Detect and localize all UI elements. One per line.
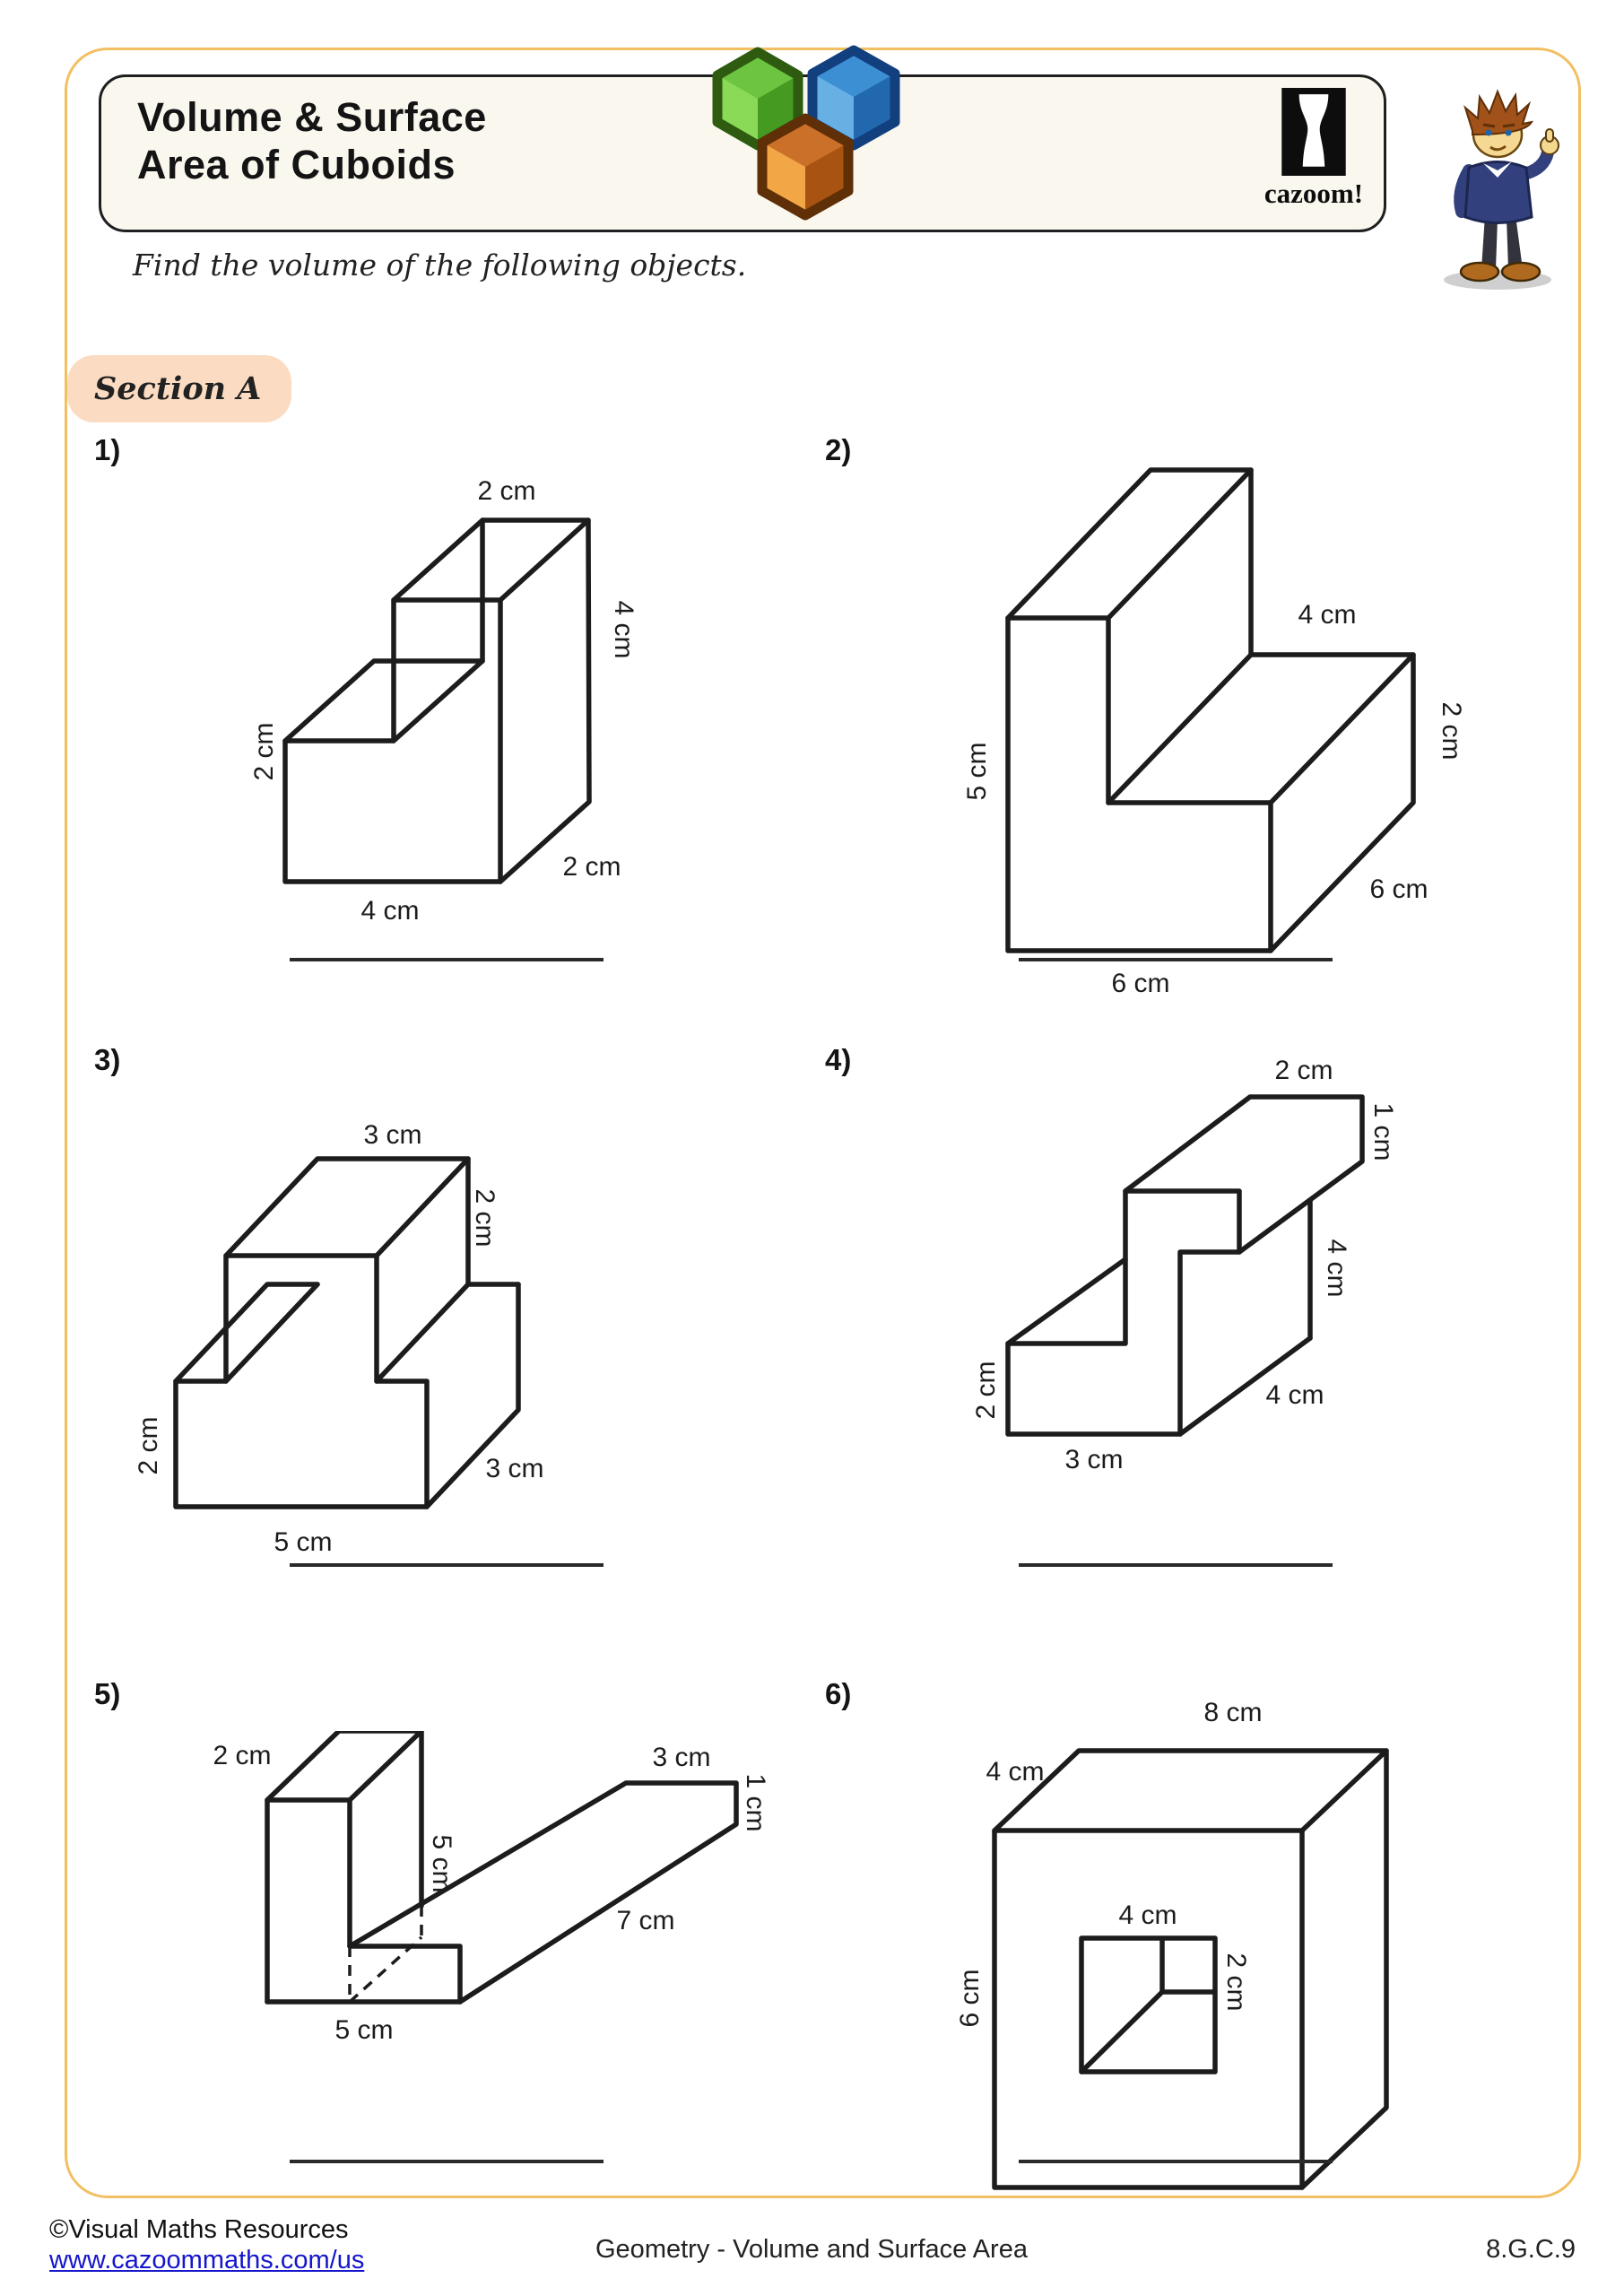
section-badge (67, 355, 291, 422)
answer-line[interactable] (1019, 958, 1333, 961)
answer-line[interactable] (1019, 1563, 1333, 1567)
slab-top-face (267, 1731, 421, 1800)
answer-line[interactable] (1019, 2160, 1333, 2163)
answer-line[interactable] (290, 958, 604, 961)
dim-label: 5 cm (334, 2015, 394, 2045)
dim-label: 6 cm (1369, 874, 1429, 904)
dim-label: 2 cm (971, 1361, 1001, 1420)
right-inner-diagonal (377, 1284, 468, 1381)
dim-label: 3 cm (363, 1120, 422, 1150)
t-solid-drawing-3 (117, 1112, 655, 1561)
l-beam-drawing-5 (206, 1731, 789, 2054)
dim-label: 2 cm (477, 476, 536, 506)
dim-label: 7 cm (616, 1906, 675, 1935)
right-face-edges (1271, 655, 1413, 951)
dim-label: 2 cm (470, 1188, 499, 1248)
dim-label: 2 cm (134, 1416, 163, 1475)
mascot-brow (1483, 125, 1495, 126)
dim-label: 4 cm (1118, 1900, 1177, 1930)
problem-number-3: 3) (94, 1043, 121, 1076)
dim-label: 2 cm (562, 852, 621, 882)
cazoom-logo-text: cazoom! (1264, 178, 1364, 209)
mascot-hair (1465, 91, 1532, 135)
front-face (1008, 618, 1271, 951)
mascot-brow (1503, 125, 1515, 126)
mascot-thumb (1546, 129, 1553, 142)
cazoom-logo (1246, 88, 1381, 213)
low-top-face (1251, 655, 1413, 803)
step-solid-drawing-1 (215, 422, 717, 942)
dim-label: 6 cm (955, 1969, 985, 2028)
inner-diagonal-edge (1108, 655, 1251, 803)
cubes-logo-icon (708, 43, 952, 240)
dim-label: 1 cm (1368, 1102, 1398, 1161)
problem-number-5: 5) (94, 1677, 121, 1710)
dim-label: 2 cm (1437, 701, 1466, 761)
dim-label: 4 cm (1298, 600, 1357, 630)
beam-edges (350, 1783, 736, 2002)
dim-label: 1 cm (741, 1773, 770, 1832)
footer-copyright: ©Visual Maths Resources (49, 2215, 349, 2244)
dim-label: 2 cm (213, 1741, 272, 1770)
problem-1-figure (215, 422, 717, 942)
dim-label: 4 cm (360, 896, 420, 926)
dim-label: 3 cm (485, 1454, 544, 1483)
mascot-shoe (1502, 263, 1540, 281)
mascot-eye (1486, 130, 1492, 136)
dim-label: 6 cm (1111, 969, 1170, 998)
instruction-text: Find the volume of the following objects. (133, 248, 747, 283)
front-face (1008, 1191, 1239, 1434)
dim-label: 8 cm (1203, 1698, 1263, 1727)
dim-label: 4 cm (986, 1757, 1045, 1787)
bottom-and-beam-front (267, 1946, 460, 2002)
mascot-shoe (1461, 263, 1498, 281)
dim-label: 4 cm (1322, 1239, 1351, 1298)
l-solid-drawing-2 (951, 422, 1489, 1004)
mascot-eye (1506, 130, 1512, 136)
slab-front-edges (267, 1800, 350, 2002)
dim-label: 2 cm (1221, 1952, 1251, 2012)
dim-label: 4 cm (609, 600, 638, 659)
right-face-edges (500, 520, 589, 882)
problem-4-figure (971, 1049, 1417, 1474)
dim-label: 5 cm (962, 742, 992, 801)
top-face (394, 520, 588, 600)
problem-number-4: 4) (825, 1043, 852, 1076)
section-label: Section A (94, 370, 262, 407)
footer-standard-code: 8.G.C.9 (1486, 2235, 1576, 2264)
vase-icon (1281, 88, 1346, 176)
page-title (137, 93, 487, 188)
block-top-face (226, 1159, 468, 1256)
front-face (176, 1256, 427, 1507)
top-face (994, 1751, 1386, 1831)
footer-topic: Geometry - Volume and Surface Area (595, 2235, 1028, 2264)
footer-website-link[interactable]: www.cazoommaths.com/us (49, 2246, 365, 2274)
problem-3-figure (117, 1112, 655, 1561)
answer-line[interactable] (290, 1563, 604, 1567)
cube-icon-orange (762, 118, 848, 215)
answer-line[interactable] (290, 2160, 604, 2163)
dim-label: 3 cm (652, 1743, 711, 1772)
dim-label: 5 cm (274, 1527, 333, 1557)
problem-5-figure (206, 1731, 789, 2054)
top-face (1008, 470, 1251, 618)
mascot-character (1415, 83, 1580, 292)
dim-label: 5 cm (427, 1834, 456, 1893)
problem-number-6: 6) (825, 1677, 852, 1710)
title-line-1: Volume & Surface (137, 94, 487, 140)
problem-6-figure (951, 1686, 1453, 2242)
mascot-arm (1524, 152, 1548, 174)
problem-number-2: 2) (825, 433, 852, 466)
dim-label: 3 cm (1064, 1445, 1124, 1474)
slab-left-diagonal (1008, 1259, 1125, 1344)
dim-label: 2 cm (1274, 1056, 1333, 1085)
dim-label: 2 cm (249, 722, 279, 781)
problem-2-figure (951, 422, 1489, 1004)
problem-number-1: 1) (94, 433, 121, 466)
dim-label: 4 cm (1265, 1380, 1324, 1410)
title-line-2: Area of Cuboids (137, 142, 456, 188)
